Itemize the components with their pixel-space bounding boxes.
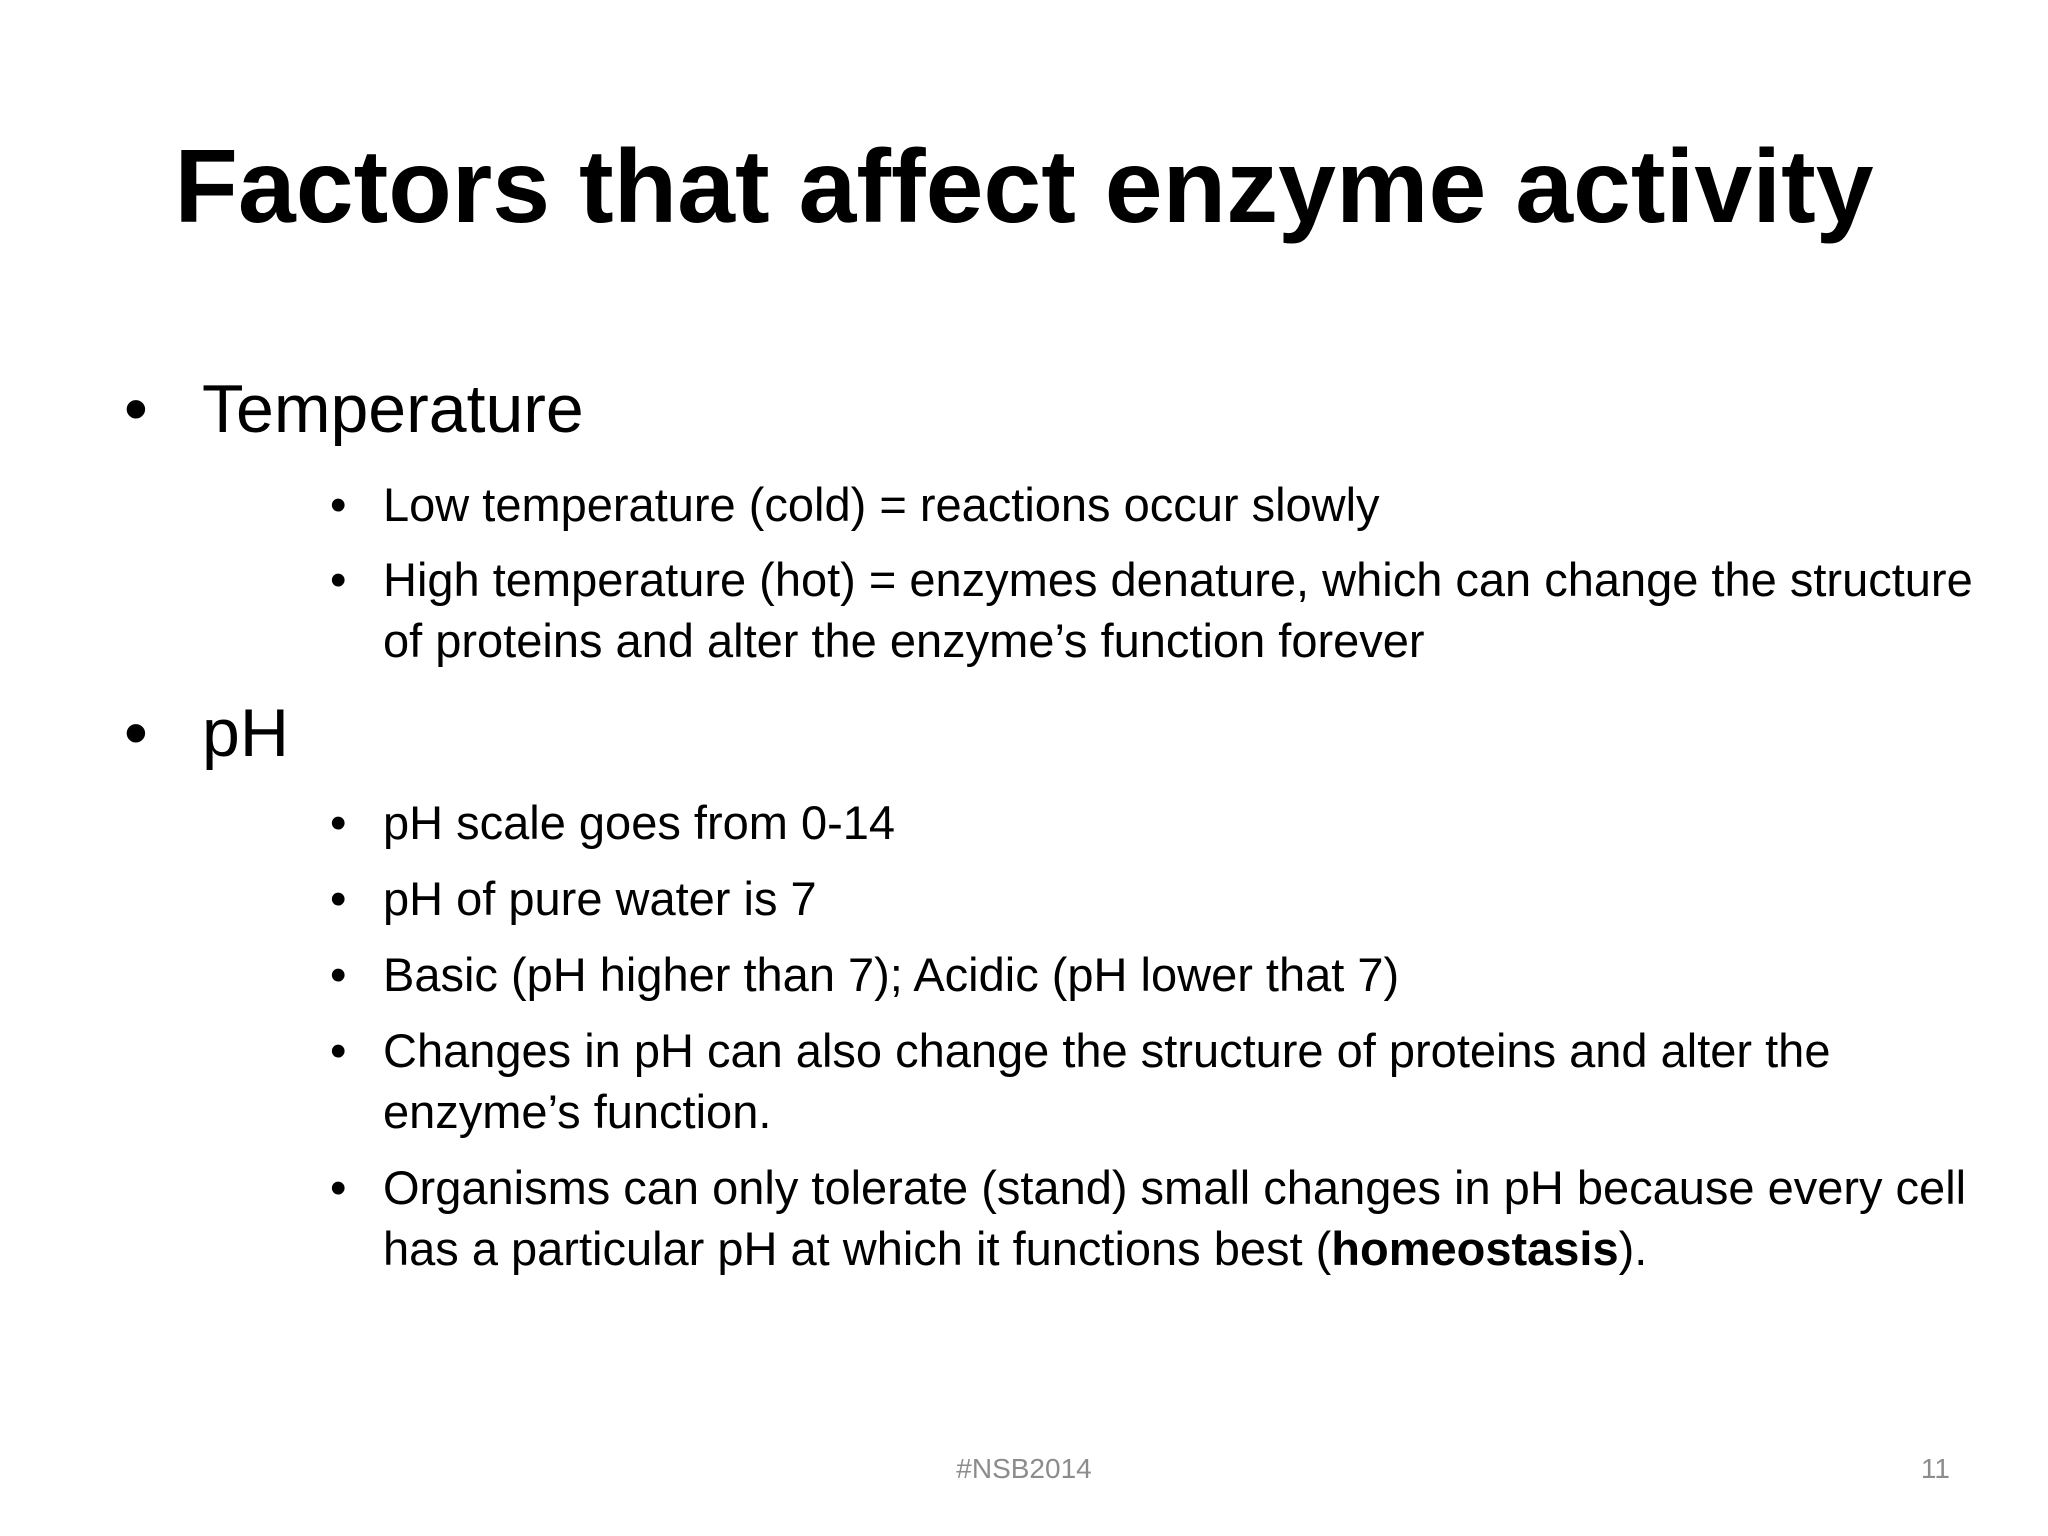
list-item-text: Changes in pH can also change the structure of proteins and alter the enzyme’s function. bbox=[383, 1024, 1831, 1138]
list-item-text-end: ). bbox=[1618, 1222, 1648, 1275]
page-number: 11 bbox=[1920, 1453, 1950, 1484]
bullet-icon: • bbox=[330, 478, 347, 531]
bullet-icon: • bbox=[330, 1024, 347, 1077]
list-item bbox=[330, 474, 1980, 535]
list-item-text: Basic (pH higher than 7); Acidic (pH lower that 7) bbox=[383, 948, 1400, 1001]
list-item bbox=[330, 549, 1980, 671]
list-item bbox=[330, 1157, 1980, 1279]
heading-ph: pH bbox=[202, 695, 289, 771]
list-item bbox=[330, 944, 1980, 1005]
bullet-icon: • bbox=[124, 371, 148, 447]
homeostasis-term: homeostasis bbox=[1331, 1222, 1619, 1275]
list-item-text: pH of pure water is 7 bbox=[383, 872, 817, 925]
list-item-text: High temperature (hot) = enzymes denature, which can change the structure of proteins and alter the enzyme’s function forever bbox=[383, 553, 1973, 667]
bullet-icon: • bbox=[330, 948, 347, 1001]
list-item-text: Low temperature (cold) = reactions occur slowly bbox=[383, 478, 1380, 531]
list-item-text bbox=[383, 1157, 1980, 1279]
list-item bbox=[330, 1020, 1980, 1142]
list-item bbox=[330, 792, 1980, 853]
bullet-icon: • bbox=[330, 796, 347, 849]
list-item-text: pH scale goes from 0-14 bbox=[383, 796, 896, 849]
bullet-icon: • bbox=[330, 1161, 347, 1214]
heading-temperature: Temperature bbox=[202, 371, 584, 447]
list-item bbox=[330, 868, 1980, 929]
list-item-text-start: Organisms can only tolerate (stand) small changes in pH because every cell has a particular pH at which it functions best ( bbox=[383, 1161, 1967, 1275]
bullet-icon: • bbox=[330, 553, 347, 606]
footer-hashtag: #NSB2014 bbox=[956, 1453, 1092, 1484]
bullet-icon: • bbox=[124, 695, 148, 771]
slide-title: Factors that affect enzyme activity bbox=[174, 129, 1874, 245]
bullet-icon: • bbox=[330, 872, 347, 925]
